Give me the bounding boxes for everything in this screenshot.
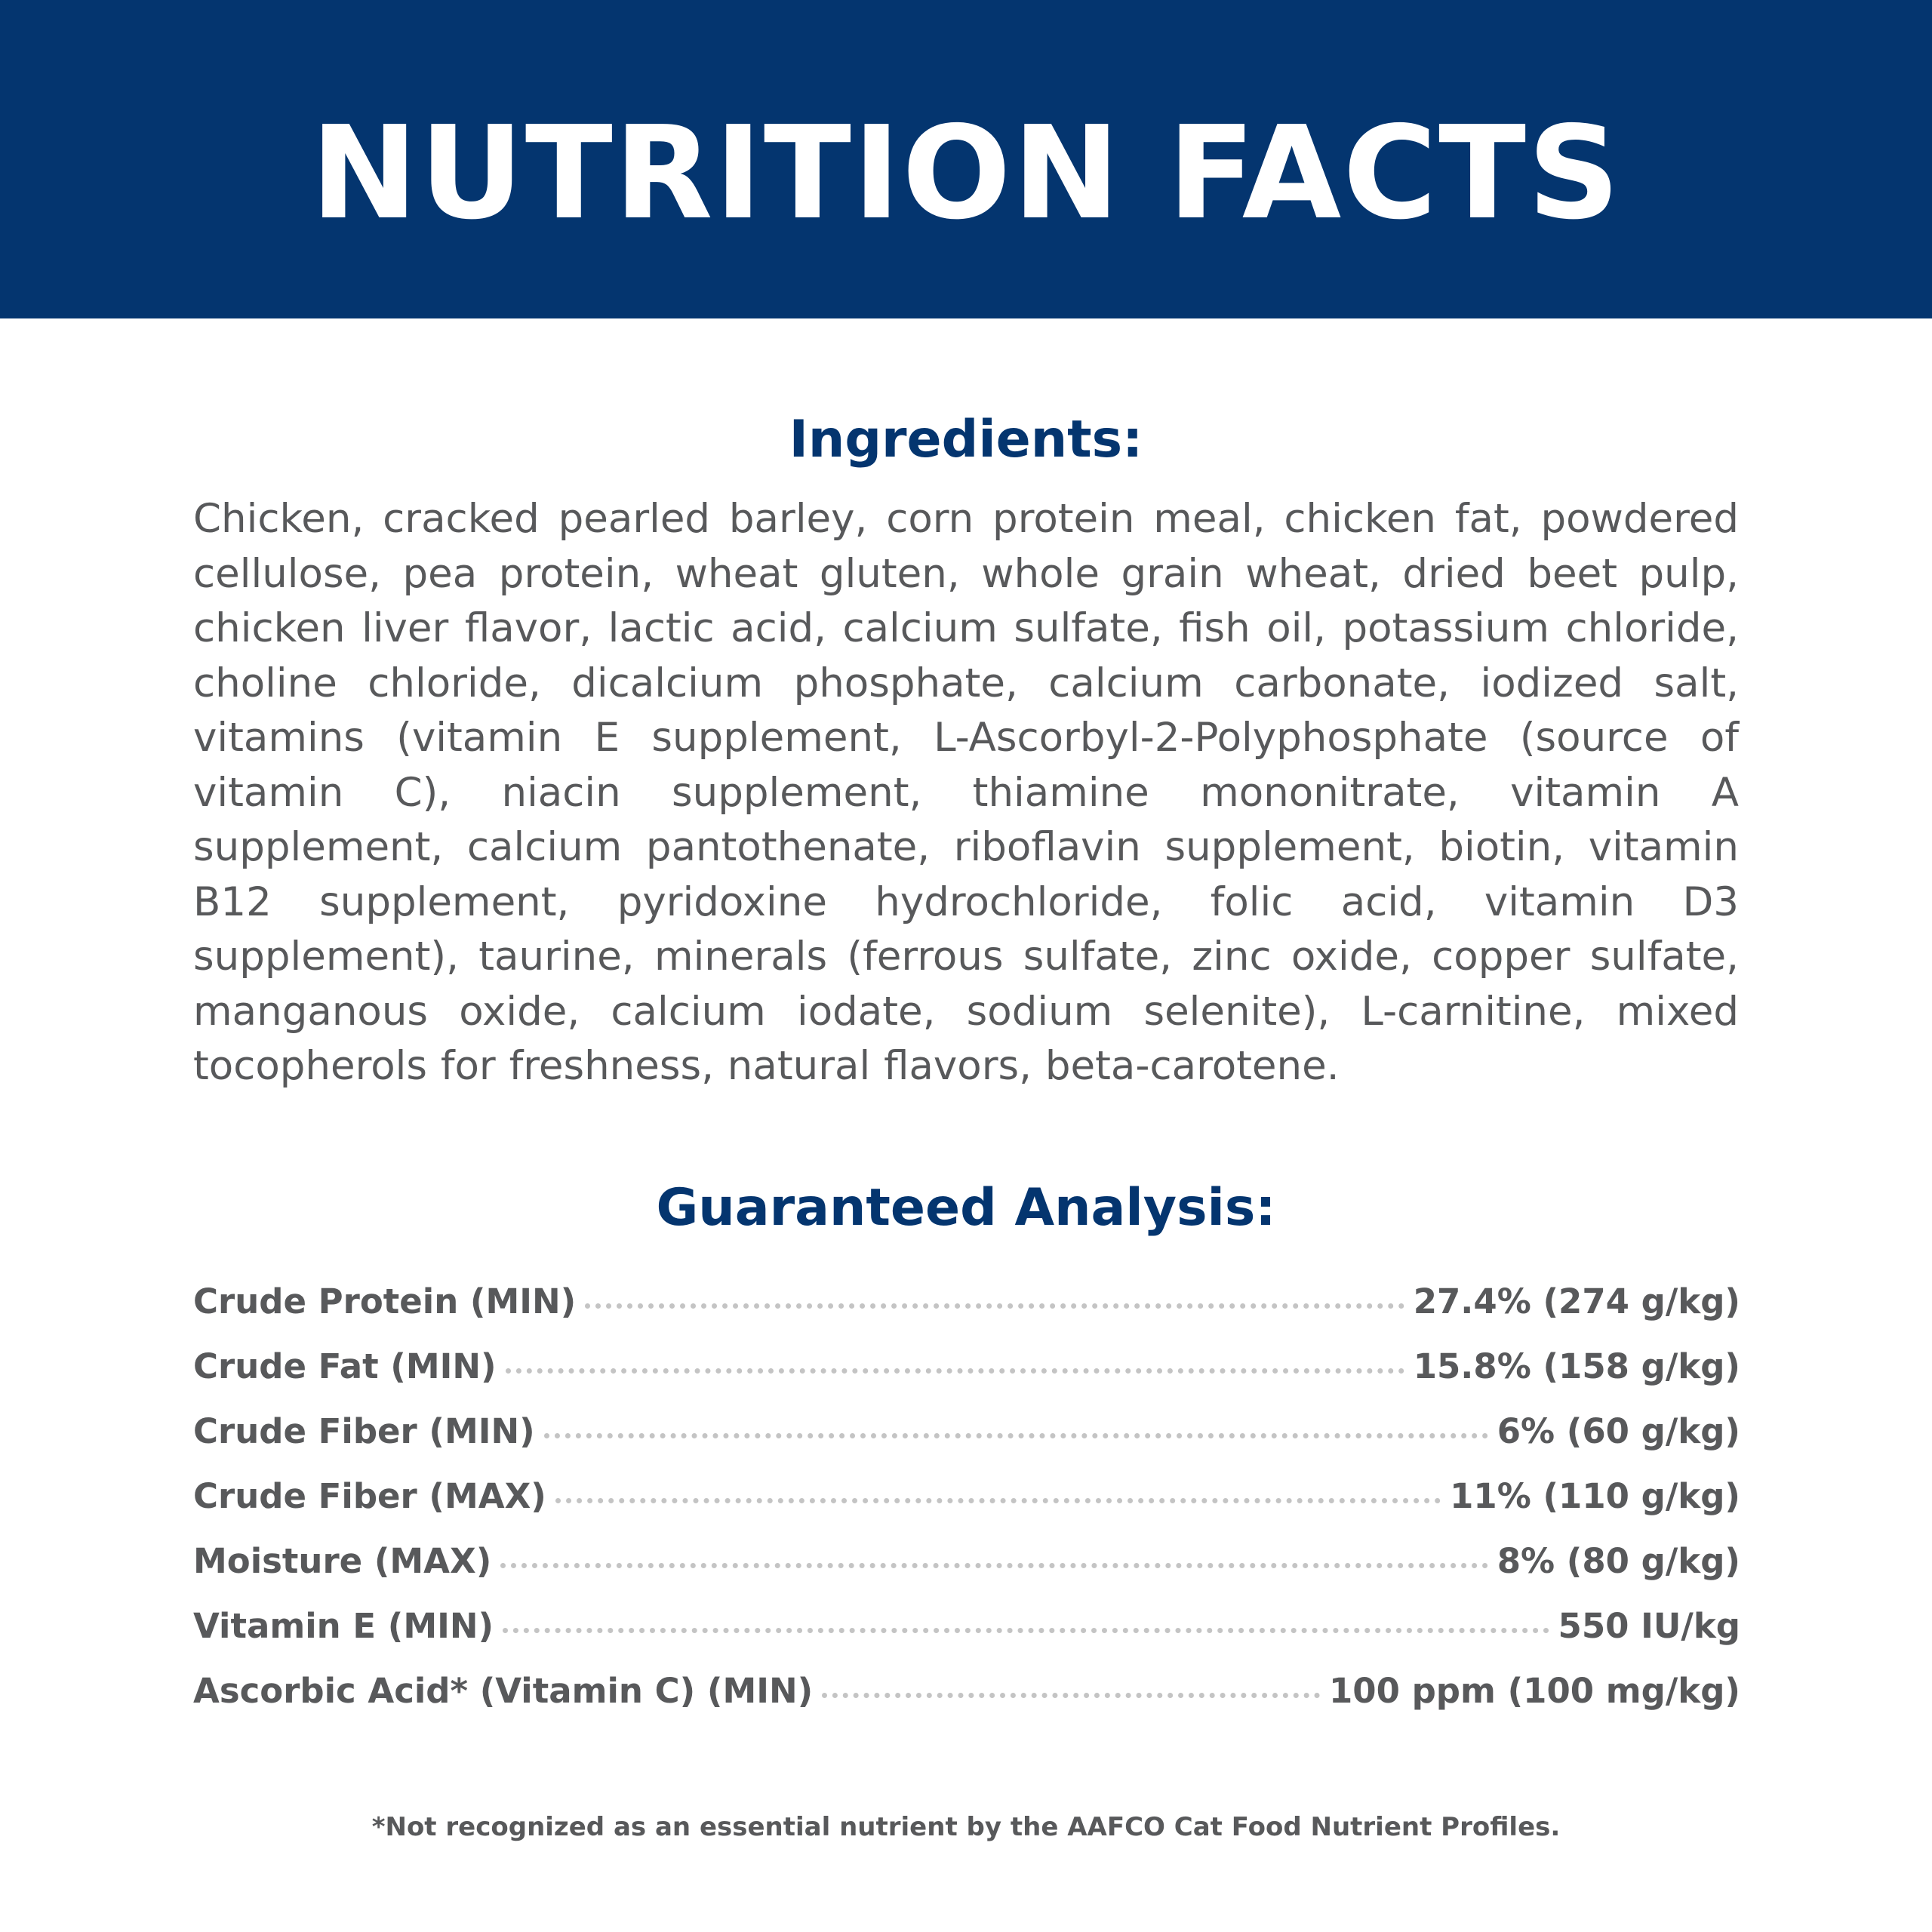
analysis-row-crude-fat-min (193, 1334, 1740, 1399)
analysis-label: Crude Fiber (MAX) (193, 1476, 546, 1516)
analysis-value: 100 ppm (100 mg/kg) (1329, 1671, 1740, 1711)
analysis-row-vitamin-e-min (193, 1594, 1740, 1659)
page-title: NUTRITION FACTS (310, 99, 1622, 248)
analysis-value: 8% (80 g/kg) (1497, 1541, 1740, 1581)
leader-dots (500, 1561, 1487, 1568)
analysis-label: Moisture (MAX) (193, 1541, 492, 1581)
footnote: *Not recognized as an essential nutrient by the AAFCO Cat Food Nutrient Profiles. (371, 1812, 1561, 1842)
leader-dots (822, 1691, 1320, 1698)
analysis-row-crude-fiber-min (193, 1399, 1740, 1464)
leader-dots (555, 1497, 1441, 1503)
title-banner (0, 0, 1932, 318)
analysis-label: Vitamin E (MIN) (193, 1606, 494, 1646)
leader-dots (506, 1367, 1404, 1374)
guaranteed-analysis-heading: Guaranteed Analysis: (656, 1178, 1276, 1238)
analysis-label: Crude Fat (MIN) (193, 1346, 497, 1386)
ingredients-heading: Ingredients: (789, 410, 1143, 469)
analysis-row-ascorbic-acid-min (193, 1659, 1740, 1724)
analysis-row-crude-protein-min (193, 1269, 1740, 1334)
analysis-value: 11% (110 g/kg) (1450, 1476, 1740, 1516)
leader-dots (544, 1432, 1488, 1438)
leader-dots (503, 1626, 1549, 1633)
analysis-label: Crude Fiber (MIN) (193, 1411, 535, 1451)
analysis-value: 27.4% (274 g/kg) (1413, 1281, 1740, 1321)
ingredients-list: Chicken, cracked pearled barley, corn protein meal, chicken fat, powdered cellulose, pea protein, wheat gluten, whole grain wheat, dried beet pulp, chicken liver flavor, lactic acid, calcium sulfate, fish oil, potassium chloride, choline chloride, dicalcium phosphate, calcium carbonate, iodized salt, vitamins (vitamin E supplement, L-Ascorbyl-2-Polyphosphate (source of vitamin C), niacin supplement, thiamine mononitrate, vitamin A supplement, calcium pantothenate, riboflavin supplement, biotin, vitamin B12 supplement, pyridoxine hydrochloride, folic acid, vitamin D3 supplement), taurine, minerals (ferrous sulfate, zinc oxide, copper sulfate, manganous oxide, calcium iodate, sodium selenite), L-carnitine, mixed tocopherols for freshness, natural flavors, beta-carotene. (193, 496, 1739, 1089)
leader-dots (585, 1302, 1404, 1309)
analysis-label: Crude Protein (MIN) (193, 1281, 577, 1321)
analysis-label: Ascorbic Acid* (Vitamin C) (MIN) (193, 1671, 814, 1711)
analysis-value: 550 IU/kg (1558, 1606, 1740, 1646)
analysis-row-crude-fiber-max (193, 1464, 1740, 1529)
analysis-value: 15.8% (158 g/kg) (1413, 1346, 1740, 1386)
analysis-row-moisture-max (193, 1529, 1740, 1594)
guaranteed-analysis-table (193, 1269, 1740, 1724)
analysis-value: 6% (60 g/kg) (1497, 1411, 1740, 1451)
